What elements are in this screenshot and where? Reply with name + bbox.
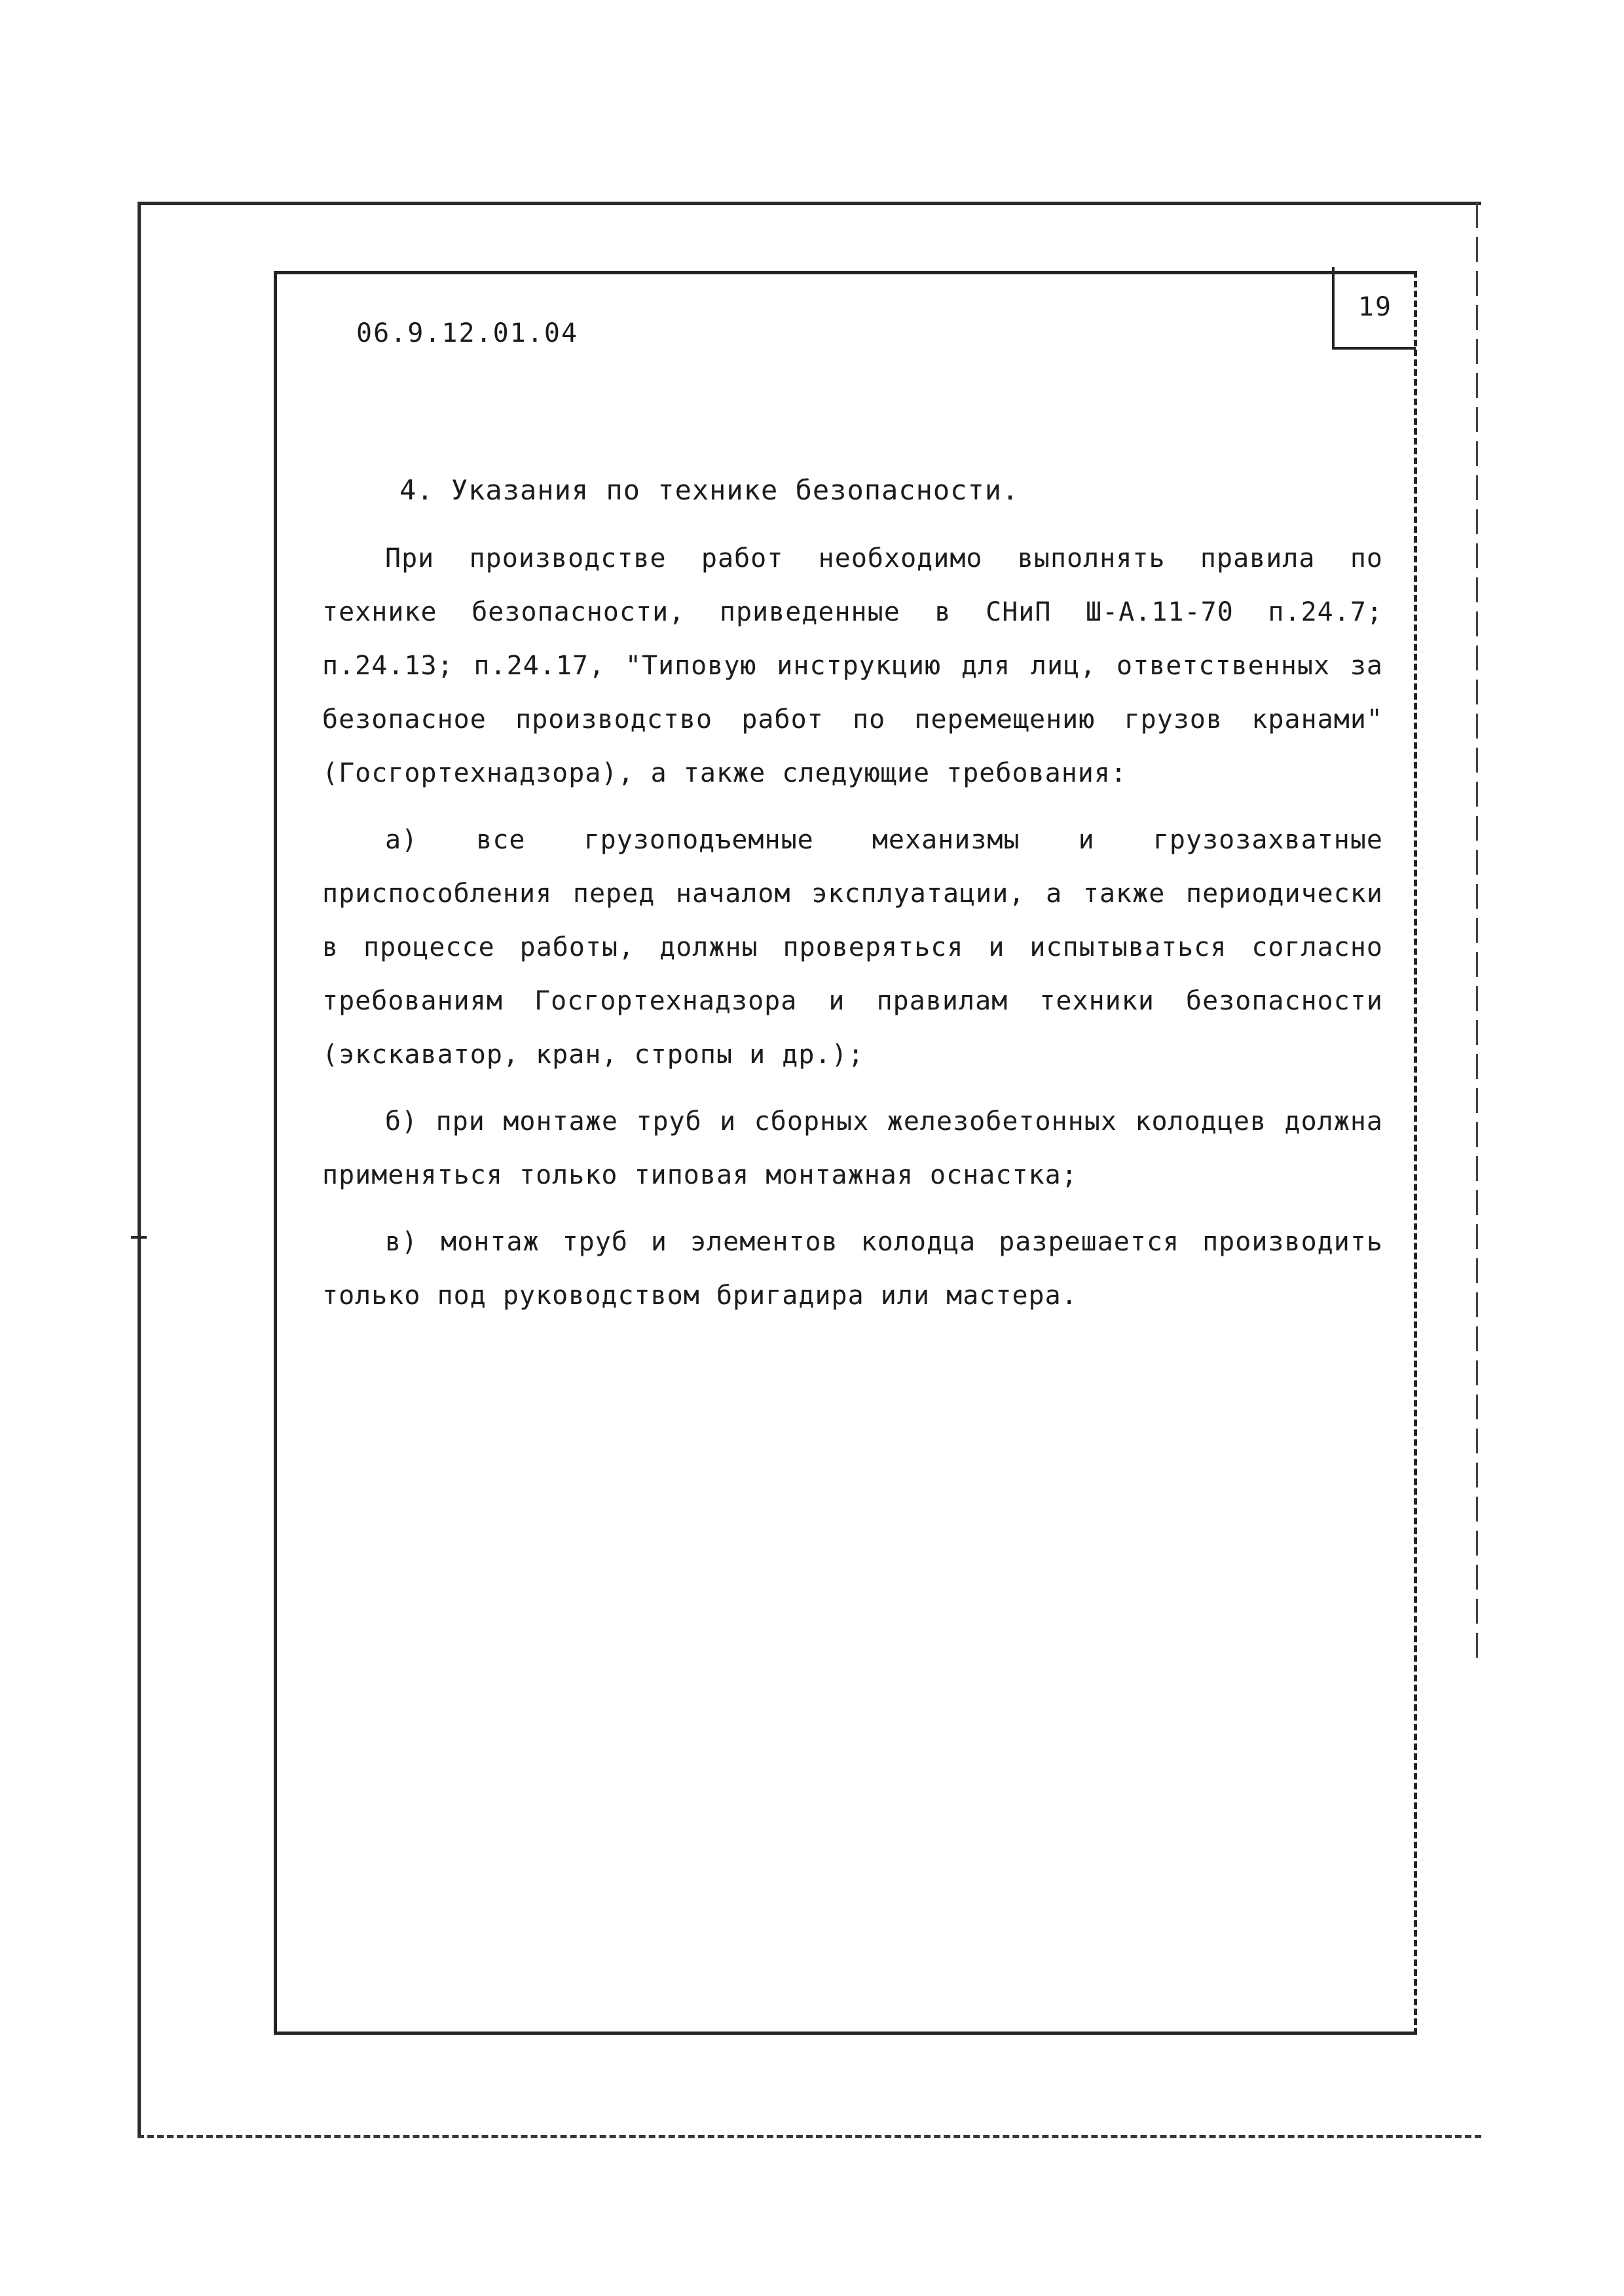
binding-tick-mark [131, 1236, 147, 1239]
section-heading: 4. Указания по технике безопасности. [399, 474, 1020, 506]
document-code: 06.9.12.01.04 [356, 318, 579, 348]
paragraph-item-c: в) монтаж труб и элементов колодца разрешается производить только под руководством бригадира или мастера. [322, 1227, 1383, 1311]
paragraph-item-b: б) при монтаже труб и сборных железобетонных колодцев должна применяться только типовая монтажная оснастка; [322, 1106, 1383, 1190]
outer-right-rule [1476, 203, 1478, 1663]
paragraph-item-a: а) все грузоподъемные механизмы и грузозахватные приспособления перед началом эксплуатации, а также периодически в процессе работы, должны проверяться и испытываться согласно требованиям Госгортехнадзора и правилам техники безопасности (экскаватор, кран, стропы и др.); [322, 825, 1383, 1070]
page-number: 19 [1332, 267, 1416, 350]
document-body [322, 464, 1383, 1336]
paragraph-intro: При производстве работ необходимо выполнять правила по технике безопасности, приведенные в СНиП Ш-А.11-70 п.24.7; п.24.13; п.24.17, "Типовую инструкцию для лиц, ответственных за безопасное производство работ по перемещению грузов кранами" (Госгортехнадзора), а также следующие требования: [322, 543, 1383, 788]
